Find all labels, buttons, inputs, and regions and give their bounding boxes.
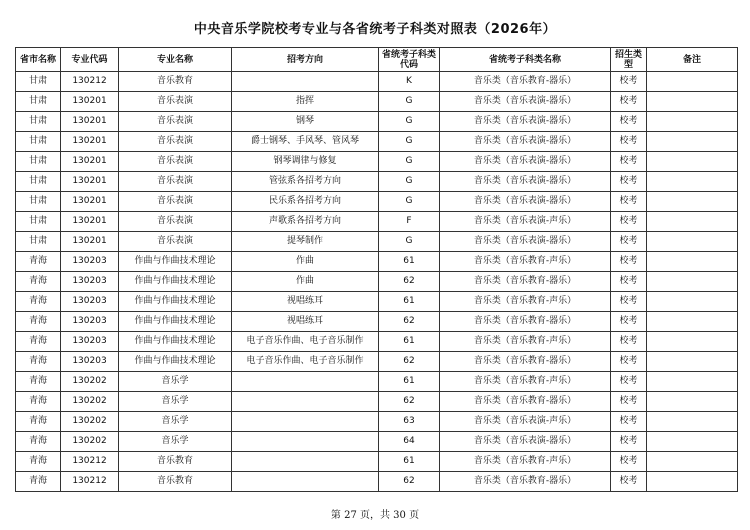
cell-remarks [647, 332, 738, 352]
table-row [16, 372, 738, 392]
table-header-row [16, 48, 738, 72]
cell-subcategory-code: 61 [379, 372, 440, 392]
cell-remarks [647, 272, 738, 292]
cell-major-code: 130201 [61, 132, 119, 152]
cell-province: 青海 [16, 352, 61, 372]
cell-remarks [647, 292, 738, 312]
cell-admission-type: 校考 [611, 132, 647, 152]
cell-major-code: 130203 [61, 252, 119, 272]
cell-province: 甘肃 [16, 232, 61, 252]
cell-direction: 指挥 [232, 92, 379, 112]
cell-major-code: 130201 [61, 212, 119, 232]
cell-admission-type: 校考 [611, 152, 647, 172]
table-row [16, 472, 738, 492]
cell-subcategory-code: 62 [379, 352, 440, 372]
cell-subcategory-name: 音乐类（音乐教育-器乐） [440, 72, 611, 92]
cell-direction: 作曲 [232, 252, 379, 272]
cell-admission-type: 校考 [611, 172, 647, 192]
document-title: 中央音乐学院校考专业与各省统考子科类对照表（2026年） [193, 22, 557, 37]
cell-remarks [647, 432, 738, 452]
cell-major-name: 作曲与作曲技术理论 [119, 352, 232, 372]
column-header-subcategory-name: 省统考子科类名称 [440, 48, 611, 72]
cell-admission-type: 校考 [611, 432, 647, 452]
cell-remarks [647, 392, 738, 412]
cell-direction: 视唱练耳 [232, 312, 379, 332]
cell-admission-type: 校考 [611, 252, 647, 272]
cell-direction: 电子音乐作曲、电子音乐制作 [232, 332, 379, 352]
cell-subcategory-name: 音乐类（音乐教育-声乐） [440, 292, 611, 312]
table-row [16, 332, 738, 352]
cell-subcategory-name: 音乐类（音乐表演-声乐） [440, 412, 611, 432]
cell-subcategory-code: G [379, 112, 440, 132]
cell-major-code: 130212 [61, 452, 119, 472]
cell-direction [232, 452, 379, 472]
cell-subcategory-code: 62 [379, 312, 440, 332]
cell-admission-type: 校考 [611, 212, 647, 232]
cell-subcategory-name: 音乐类（音乐表演-器乐） [440, 152, 611, 172]
cell-major-code: 130201 [61, 192, 119, 212]
cell-major-code: 130202 [61, 432, 119, 452]
page-footer: 第 27 页，共 30 页 [330, 510, 420, 521]
cell-subcategory-name: 音乐类（音乐教育-声乐） [440, 332, 611, 352]
cell-admission-type: 校考 [611, 232, 647, 252]
cell-major-code: 130203 [61, 332, 119, 352]
cell-remarks [647, 72, 738, 92]
cell-subcategory-code: 61 [379, 452, 440, 472]
cell-province: 甘肃 [16, 92, 61, 112]
cell-remarks [647, 472, 738, 492]
cell-province: 甘肃 [16, 72, 61, 92]
cell-major-name: 音乐学 [119, 392, 232, 412]
cell-subcategory-code: G [379, 132, 440, 152]
table-row [16, 452, 738, 472]
cell-subcategory-name: 音乐类（音乐表演-器乐） [440, 432, 611, 452]
cell-remarks [647, 172, 738, 192]
column-header-major-code: 专业代码 [61, 48, 119, 72]
table-row [16, 72, 738, 92]
cell-direction: 声歌系各招考方向 [232, 212, 379, 232]
cell-admission-type: 校考 [611, 392, 647, 412]
cell-major-name: 音乐表演 [119, 152, 232, 172]
table-row [16, 112, 738, 132]
cell-direction: 爵士钢琴、手风琴、管风琴 [232, 132, 379, 152]
cell-subcategory-name: 音乐类（音乐表演-器乐） [440, 232, 611, 252]
cell-major-name: 音乐教育 [119, 452, 232, 472]
cell-subcategory-code: 62 [379, 472, 440, 492]
table-row [16, 232, 738, 252]
table-row [16, 352, 738, 372]
cell-province: 青海 [16, 452, 61, 472]
cell-remarks [647, 92, 738, 112]
cell-major-code: 130201 [61, 92, 119, 112]
cell-major-code: 130203 [61, 312, 119, 332]
cell-province: 甘肃 [16, 192, 61, 212]
cell-major-name: 音乐表演 [119, 92, 232, 112]
cell-major-name: 音乐表演 [119, 232, 232, 252]
cell-admission-type: 校考 [611, 412, 647, 432]
cell-province: 青海 [16, 432, 61, 452]
cell-admission-type: 校考 [611, 452, 647, 472]
cell-major-code: 130203 [61, 292, 119, 312]
cell-subcategory-code: 61 [379, 292, 440, 312]
cell-major-code: 130202 [61, 372, 119, 392]
cell-direction: 视唱练耳 [232, 292, 379, 312]
table-row [16, 192, 738, 212]
cell-subcategory-code: 62 [379, 272, 440, 292]
cell-remarks [647, 252, 738, 272]
cell-remarks [647, 112, 738, 132]
column-header-major-name: 专业名称 [119, 48, 232, 72]
cell-admission-type: 校考 [611, 332, 647, 352]
cell-direction [232, 72, 379, 92]
cell-subcategory-name: 音乐类（音乐教育-器乐） [440, 392, 611, 412]
cell-subcategory-name: 音乐类（音乐表演-器乐） [440, 132, 611, 152]
cell-direction: 钢琴 [232, 112, 379, 132]
table-row [16, 172, 738, 192]
table-row [16, 292, 738, 312]
cell-major-name: 音乐表演 [119, 112, 232, 132]
cell-direction [232, 432, 379, 452]
cell-direction: 电子音乐作曲、电子音乐制作 [232, 352, 379, 372]
cell-remarks [647, 152, 738, 172]
cell-subcategory-code: 63 [379, 412, 440, 432]
cell-subcategory-code: G [379, 152, 440, 172]
cell-province: 甘肃 [16, 132, 61, 152]
cell-remarks [647, 372, 738, 392]
column-header-admission-type: 招生类型 [611, 48, 647, 72]
table-row [16, 92, 738, 112]
cell-subcategory-name: 音乐类（音乐表演-器乐） [440, 192, 611, 212]
cell-direction [232, 372, 379, 392]
cell-province: 青海 [16, 252, 61, 272]
cell-major-name: 音乐学 [119, 412, 232, 432]
cell-province: 青海 [16, 472, 61, 492]
column-header-remarks: 备注 [647, 48, 738, 72]
table-row [16, 432, 738, 452]
cell-major-code: 130203 [61, 272, 119, 292]
cell-major-code: 130201 [61, 152, 119, 172]
cell-subcategory-code: G [379, 92, 440, 112]
cell-province: 甘肃 [16, 112, 61, 132]
cell-province: 青海 [16, 292, 61, 312]
cell-admission-type: 校考 [611, 192, 647, 212]
cell-subcategory-code: G [379, 172, 440, 192]
cell-major-name: 音乐教育 [119, 72, 232, 92]
cell-direction [232, 412, 379, 432]
cell-admission-type: 校考 [611, 92, 647, 112]
cell-subcategory-code: 61 [379, 332, 440, 352]
column-header-subcategory-code: 省统考子科类代码 [379, 48, 440, 72]
cell-remarks [647, 212, 738, 232]
cell-subcategory-name: 音乐类（音乐教育-器乐） [440, 312, 611, 332]
cell-major-code: 130201 [61, 112, 119, 132]
cell-remarks [647, 192, 738, 212]
cell-subcategory-code: 62 [379, 392, 440, 412]
cell-remarks [647, 412, 738, 432]
cell-major-name: 作曲与作曲技术理论 [119, 312, 232, 332]
cell-province: 青海 [16, 392, 61, 412]
cell-major-code: 130201 [61, 172, 119, 192]
cell-direction: 提琴制作 [232, 232, 379, 252]
cell-subcategory-name: 音乐类（音乐表演-器乐） [440, 112, 611, 132]
cell-major-code: 130212 [61, 472, 119, 492]
major-mapping-table [15, 47, 738, 492]
cell-province: 甘肃 [16, 212, 61, 232]
cell-province: 青海 [16, 412, 61, 432]
table-row [16, 152, 738, 172]
cell-direction [232, 392, 379, 412]
cell-major-name: 音乐表演 [119, 172, 232, 192]
cell-major-name: 音乐教育 [119, 472, 232, 492]
table-row [16, 252, 738, 272]
cell-province: 甘肃 [16, 152, 61, 172]
cell-remarks [647, 232, 738, 252]
cell-major-name: 音乐学 [119, 372, 232, 392]
cell-remarks [647, 452, 738, 472]
cell-admission-type: 校考 [611, 112, 647, 132]
cell-subcategory-name: 音乐类（音乐教育-器乐） [440, 472, 611, 492]
cell-major-name: 音乐学 [119, 432, 232, 452]
cell-admission-type: 校考 [611, 72, 647, 92]
cell-admission-type: 校考 [611, 472, 647, 492]
table-row [16, 132, 738, 152]
cell-major-name: 作曲与作曲技术理论 [119, 292, 232, 312]
column-header-direction: 招考方向 [232, 48, 379, 72]
cell-subcategory-name: 音乐类（音乐表演-器乐） [440, 172, 611, 192]
cell-admission-type: 校考 [611, 352, 647, 372]
cell-province: 青海 [16, 332, 61, 352]
cell-subcategory-name: 音乐类（音乐教育-器乐） [440, 352, 611, 372]
table-body [16, 72, 738, 492]
table-row [16, 272, 738, 292]
cell-subcategory-name: 音乐类（音乐教育-声乐） [440, 372, 611, 392]
cell-admission-type: 校考 [611, 292, 647, 312]
cell-major-code: 130201 [61, 232, 119, 252]
cell-subcategory-code: 64 [379, 432, 440, 452]
cell-direction: 钢琴调律与修复 [232, 152, 379, 172]
cell-major-code: 130202 [61, 412, 119, 432]
table-row [16, 392, 738, 412]
cell-subcategory-code: K [379, 72, 440, 92]
cell-major-code: 130212 [61, 72, 119, 92]
cell-subcategory-code: F [379, 212, 440, 232]
cell-province: 青海 [16, 312, 61, 332]
cell-direction: 民乐系各招考方向 [232, 192, 379, 212]
cell-subcategory-code: G [379, 192, 440, 212]
cell-province: 青海 [16, 372, 61, 392]
cell-remarks [647, 352, 738, 372]
column-header-province: 省市名称 [16, 48, 61, 72]
cell-subcategory-name: 音乐类（音乐教育-声乐） [440, 252, 611, 272]
cell-remarks [647, 132, 738, 152]
cell-major-name: 作曲与作曲技术理论 [119, 332, 232, 352]
cell-subcategory-name: 音乐类（音乐教育-声乐） [440, 452, 611, 472]
table-row [16, 212, 738, 232]
cell-major-name: 音乐表演 [119, 192, 232, 212]
cell-direction [232, 472, 379, 492]
table-row [16, 312, 738, 332]
cell-major-code: 130202 [61, 392, 119, 412]
cell-admission-type: 校考 [611, 272, 647, 292]
cell-subcategory-name: 音乐类（音乐表演-声乐） [440, 212, 611, 232]
cell-major-name: 音乐表演 [119, 212, 232, 232]
cell-province: 甘肃 [16, 172, 61, 192]
cell-major-name: 作曲与作曲技术理论 [119, 252, 232, 272]
cell-major-name: 作曲与作曲技术理论 [119, 272, 232, 292]
cell-subcategory-code: G [379, 232, 440, 252]
cell-subcategory-name: 音乐类（音乐表演-器乐） [440, 92, 611, 112]
cell-remarks [647, 312, 738, 332]
cell-major-name: 音乐表演 [119, 132, 232, 152]
table-row [16, 412, 738, 432]
cell-direction: 作曲 [232, 272, 379, 292]
cell-admission-type: 校考 [611, 372, 647, 392]
cell-major-code: 130203 [61, 352, 119, 372]
cell-subcategory-name: 音乐类（音乐教育-器乐） [440, 272, 611, 292]
cell-subcategory-code: 61 [379, 252, 440, 272]
cell-admission-type: 校考 [611, 312, 647, 332]
cell-direction: 管弦系各招考方向 [232, 172, 379, 192]
cell-province: 青海 [16, 272, 61, 292]
